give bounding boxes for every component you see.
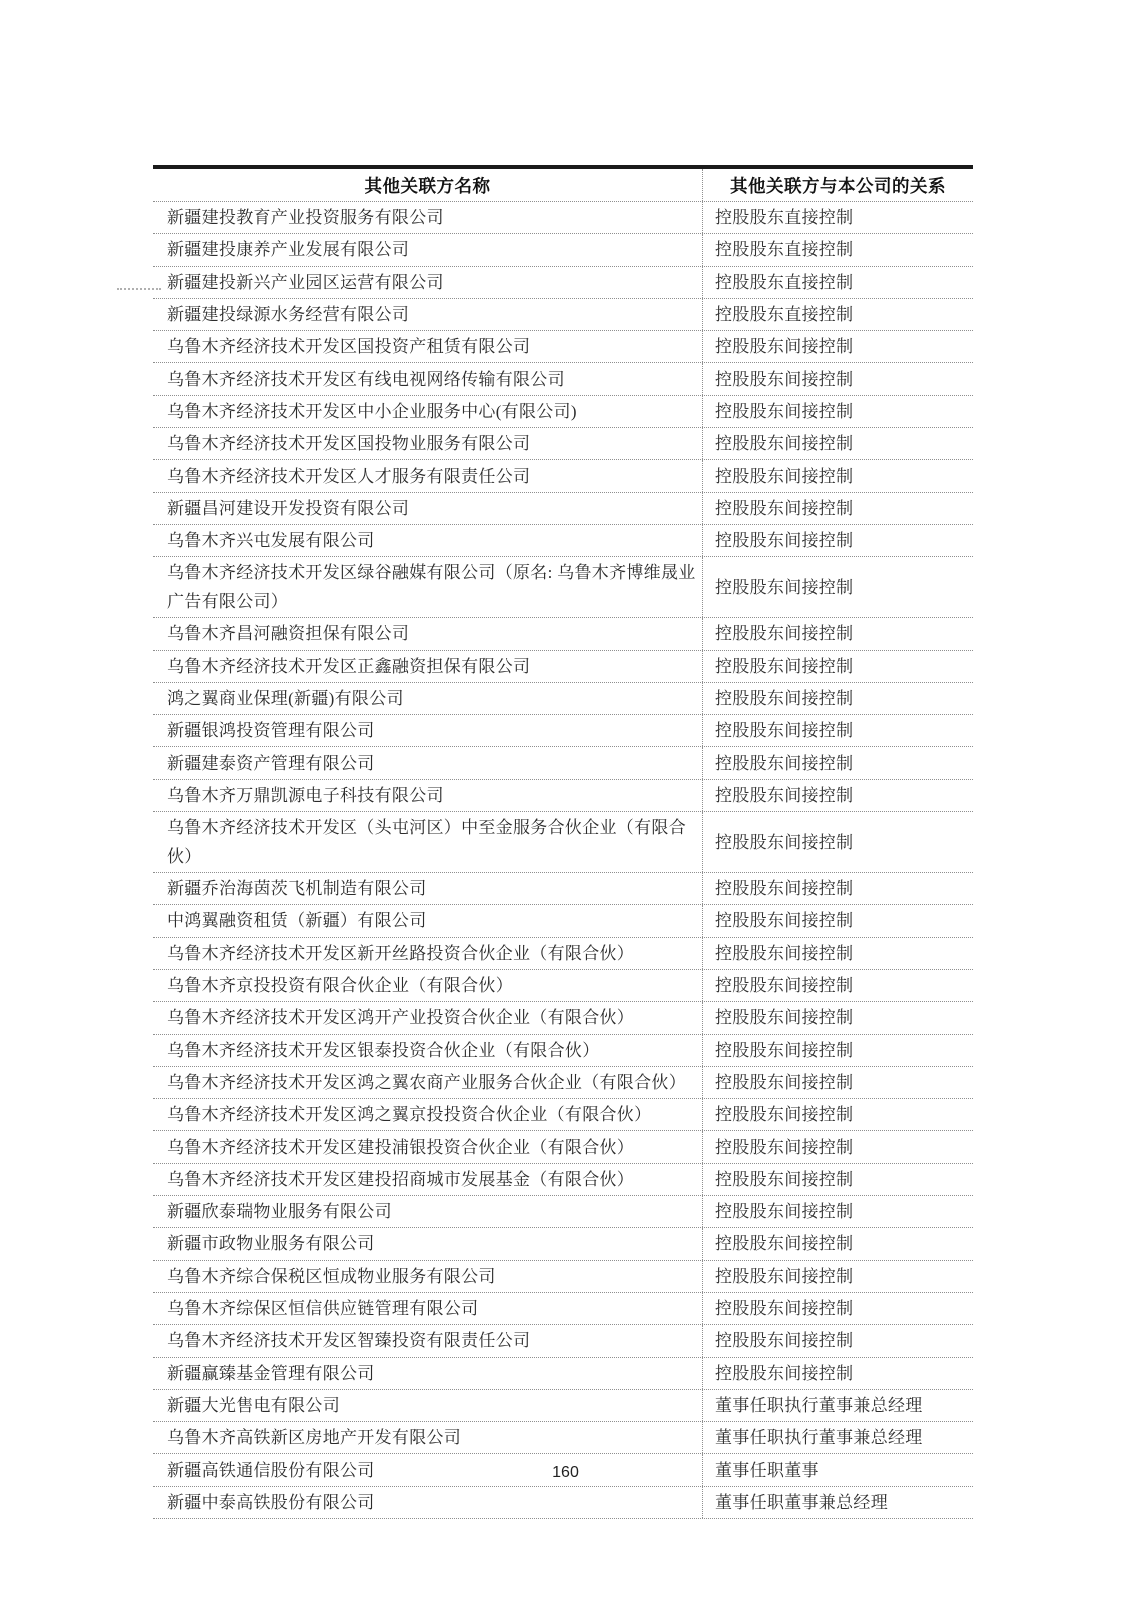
company-name-text: 新疆赢臻基金管理有限公司 <box>167 1363 375 1383</box>
cell-company-name <box>153 1099 703 1130</box>
table-row <box>153 1099 973 1131</box>
cell-relationship <box>703 1228 973 1259</box>
cell-company-name <box>153 812 703 872</box>
cell-company-name <box>153 1487 703 1518</box>
cell-relationship <box>703 493 973 524</box>
company-name-text: 乌鲁木齐经济技术开发区（头屯河区）中至金服务合伙企业（有限合伙） <box>167 818 686 867</box>
table-row <box>153 460 973 492</box>
cell-relationship <box>703 651 973 682</box>
company-name-text: 乌鲁木齐经济技术开发区有线电视网络传输有限公司 <box>167 369 565 389</box>
table-row <box>153 267 973 299</box>
cell-relationship <box>703 234 973 265</box>
cell-relationship <box>703 557 973 617</box>
relationship-text: 董事任职董事 <box>715 1460 819 1480</box>
cell-company-name <box>153 938 703 969</box>
relationship-text: 控股股东间接控制 <box>715 369 854 389</box>
cell-company-name <box>153 1196 703 1227</box>
relationship-text: 控股股东直接控制 <box>715 208 854 228</box>
company-name-text: 乌鲁木齐经济技术开发区鸿开产业投资合伙企业（有限合伙） <box>167 1008 635 1028</box>
cell-company-name <box>153 873 703 904</box>
cell-relationship <box>703 873 973 904</box>
company-name-text: 乌鲁木齐综保区恒信供应链管理有限公司 <box>167 1299 479 1319</box>
table-row <box>153 493 973 525</box>
cell-relationship <box>703 1325 973 1356</box>
relationship-text: 控股股东间接控制 <box>715 879 854 899</box>
table-row <box>153 651 973 683</box>
relationship-text: 控股股东间接控制 <box>715 721 854 741</box>
table-row <box>153 938 973 970</box>
relationship-text: 控股股东间接控制 <box>715 1072 854 1092</box>
table-row <box>153 715 973 747</box>
table-row <box>153 363 973 395</box>
cell-relationship <box>703 747 973 778</box>
cell-relationship <box>703 299 973 330</box>
table-row <box>153 1325 973 1357</box>
table-row <box>153 525 973 557</box>
table-row <box>153 1487 973 1519</box>
table-row <box>153 970 973 1002</box>
cell-relationship <box>703 780 973 811</box>
relationship-text: 控股股东间接控制 <box>715 1169 854 1189</box>
relationship-text: 董事任职执行董事兼总经理 <box>715 1428 923 1448</box>
cell-relationship <box>703 1099 973 1130</box>
cell-company-name <box>153 1325 703 1356</box>
company-name-text: 新疆中泰高铁股份有限公司 <box>167 1492 375 1512</box>
cell-relationship <box>703 460 973 491</box>
table-row <box>153 1422 973 1454</box>
table-row <box>153 396 973 428</box>
relationship-text: 控股股东间接控制 <box>715 1008 854 1028</box>
table-row <box>153 1196 973 1228</box>
table-row <box>153 299 973 331</box>
table-header-row <box>153 169 973 202</box>
table-row <box>153 1131 973 1163</box>
cell-relationship <box>703 1131 973 1162</box>
company-name-text: 乌鲁木齐经济技术开发区中小企业服务中心(有限公司) <box>167 401 577 421</box>
cell-company-name <box>153 1131 703 1162</box>
company-name-text: 乌鲁木齐高铁新区房地产开发有限公司 <box>167 1428 462 1448</box>
relationship-text: 控股股东间接控制 <box>715 337 854 357</box>
company-name-text: 新疆建投康养产业发展有限公司 <box>167 240 410 260</box>
table-row <box>153 747 973 779</box>
company-name-text: 新疆建投教育产业投资服务有限公司 <box>167 208 444 228</box>
cell-relationship <box>703 618 973 649</box>
cell-company-name <box>153 557 703 617</box>
table-row <box>153 1358 973 1390</box>
cell-relationship <box>703 1390 973 1421</box>
table-row <box>153 780 973 812</box>
header-relationship-with-company: 其他关联方与本公司的关系 <box>730 175 946 196</box>
cell-company-name <box>153 234 703 265</box>
relationship-text: 控股股东直接控制 <box>715 305 854 325</box>
cell-relationship <box>703 428 973 459</box>
company-name-text: 新疆建泰资产管理有限公司 <box>167 753 375 773</box>
table-row <box>153 618 973 650</box>
cell-relationship <box>703 267 973 298</box>
company-name-text: 新疆乔治海茵茨飞机制造有限公司 <box>167 879 427 899</box>
relationship-text: 控股股东间接控制 <box>715 689 854 708</box>
cell-company-name <box>153 363 703 394</box>
table-row <box>153 1164 973 1196</box>
cell-company-name <box>153 618 703 649</box>
cell-company-name <box>153 1035 703 1066</box>
cell-company-name <box>153 651 703 682</box>
company-name-text: 乌鲁木齐综合保税区恒成物业服务有限公司 <box>167 1266 496 1286</box>
table-row <box>153 683 973 715</box>
company-name-text: 乌鲁木齐经济技术开发区建投招商城市发展基金（有限合伙） <box>167 1169 635 1189</box>
cell-relationship <box>703 812 973 872</box>
relationship-text: 控股股东间接控制 <box>715 434 854 454</box>
relationship-text: 控股股东间接控制 <box>715 1363 854 1383</box>
cell-relationship <box>703 715 973 746</box>
related-party-table <box>153 165 973 1519</box>
table-row <box>153 202 973 234</box>
relationship-text: 控股股东直接控制 <box>715 240 854 260</box>
cell-company-name <box>153 267 703 298</box>
cell-company-name <box>153 299 703 330</box>
cell-company-name <box>153 428 703 459</box>
company-name-text: 乌鲁木齐经济技术开发区国投物业服务有限公司 <box>167 434 531 454</box>
cell-company-name <box>153 331 703 362</box>
cell-relationship <box>703 1067 973 1098</box>
cell-company-name <box>153 396 703 427</box>
cell-relationship <box>703 905 973 936</box>
relationship-text: 控股股东间接控制 <box>715 466 854 486</box>
table-row <box>153 1261 973 1293</box>
table-row <box>153 1228 973 1260</box>
company-name-text: 乌鲁木齐经济技术开发区绿谷融媒有限公司（原名: 乌鲁木齐博维晟业广告有限公司） <box>167 563 696 612</box>
cell-company-name <box>153 460 703 491</box>
cell-company-name <box>153 780 703 811</box>
company-name-text: 新疆高铁通信股份有限公司 <box>167 1460 375 1480</box>
cell-company-name <box>153 1358 703 1389</box>
cell-company-name <box>153 1293 703 1324</box>
table-row <box>153 1390 973 1422</box>
table-row <box>153 428 973 460</box>
cell-relationship <box>703 1164 973 1195</box>
company-name-text: 新疆欣泰瑞物业服务有限公司 <box>167 1202 392 1222</box>
relationship-text: 控股股东间接控制 <box>715 943 854 963</box>
company-name-text: 新疆大光售电有限公司 <box>167 1395 340 1415</box>
cell-relationship <box>703 202 973 233</box>
cell-company-name <box>153 1422 703 1453</box>
table-row <box>153 873 973 905</box>
cell-relationship <box>703 525 973 556</box>
cell-company-name <box>153 493 703 524</box>
cell-relationship <box>703 970 973 1001</box>
table-row <box>153 1067 973 1099</box>
table-row <box>153 905 973 937</box>
company-name-text: 乌鲁木齐经济技术开发区智臻投资有限责任公司 <box>167 1331 531 1351</box>
company-name-text: 新疆昌河建设开发投资有限公司 <box>167 498 410 518</box>
cell-company-name <box>153 905 703 936</box>
relationship-text: 控股股东直接控制 <box>715 272 854 292</box>
cell-company-name <box>153 715 703 746</box>
cell-relationship <box>703 331 973 362</box>
company-name-text: 鸿之翼商业保理(新疆)有限公司 <box>167 689 404 708</box>
cell-relationship <box>703 1487 973 1518</box>
relationship-text: 控股股东间接控制 <box>715 498 854 518</box>
relationship-text: 控股股东间接控制 <box>715 1234 854 1254</box>
relationship-text: 控股股东间接控制 <box>715 976 854 996</box>
company-name-text: 新疆银鸿投资管理有限公司 <box>167 721 375 741</box>
company-name-text: 新疆建投新兴产业园区运营有限公司 <box>167 272 444 292</box>
header-other-related-party-name: 其他关联方名称 <box>153 169 703 201</box>
table-row <box>153 331 973 363</box>
table-row <box>153 557 973 618</box>
cell-relationship <box>703 1196 973 1227</box>
company-name-text: 乌鲁木齐万鼎凯源电子科技有限公司 <box>167 785 444 805</box>
company-name-text: 乌鲁木齐经济技术开发区银泰投资合伙企业（有限合伙） <box>167 1040 600 1060</box>
company-name-text: 乌鲁木齐经济技术开发区鸿之翼京投投资合伙企业（有限合伙） <box>167 1105 652 1125</box>
relationship-text: 控股股东间接控制 <box>715 656 854 676</box>
relationship-text: 控股股东间接控制 <box>715 624 854 644</box>
cell-company-name <box>153 525 703 556</box>
page-number: 160 <box>552 1464 579 1481</box>
cell-company-name <box>153 1067 703 1098</box>
company-name-text: 新疆建投绿源水务经营有限公司 <box>167 305 410 325</box>
relationship-text: 控股股东间接控制 <box>715 911 854 931</box>
company-name-text: 乌鲁木齐经济技术开发区鸿之翼农商产业服务合伙企业（有限合伙） <box>167 1072 686 1092</box>
cell-company-name <box>153 683 703 714</box>
relationship-text: 控股股东间接控制 <box>715 401 854 421</box>
cell-relationship <box>703 1358 973 1389</box>
cell-company-name <box>153 1164 703 1195</box>
cell-relationship <box>703 1422 973 1453</box>
cell-company-name <box>153 202 703 233</box>
company-name-text: 乌鲁木齐经济技术开发区国投资产租赁有限公司 <box>167 337 531 357</box>
company-name-text: 乌鲁木齐京投投资有限合伙企业（有限合伙） <box>167 976 513 996</box>
cell-company-name <box>153 747 703 778</box>
relationship-text: 董事任职董事兼总经理 <box>715 1492 888 1512</box>
cell-relationship <box>703 1261 973 1292</box>
company-name-text: 乌鲁木齐昌河融资担保有限公司 <box>167 624 410 644</box>
cell-company-name <box>153 1002 703 1033</box>
relationship-text: 控股股东间接控制 <box>715 1105 854 1125</box>
cell-relationship <box>703 363 973 394</box>
table-row <box>153 234 973 266</box>
cell-relationship <box>703 683 973 714</box>
table-row <box>153 1035 973 1067</box>
company-name-text: 乌鲁木齐经济技术开发区建投浦银投资合伙企业（有限合伙） <box>167 1137 635 1157</box>
cell-company-name <box>153 970 703 1001</box>
relationship-text: 控股股东间接控制 <box>715 1266 854 1286</box>
relationship-text: 控股股东间接控制 <box>715 832 854 852</box>
relationship-text: 董事任职执行董事兼总经理 <box>715 1395 923 1415</box>
cell-company-name <box>153 1261 703 1292</box>
relationship-text: 控股股东间接控制 <box>715 1040 854 1060</box>
table-row <box>153 812 973 873</box>
relationship-text: 控股股东间接控制 <box>715 753 854 773</box>
cell-company-name <box>153 1228 703 1259</box>
relationship-text: 控股股东间接控制 <box>715 1202 854 1222</box>
cell-relationship <box>703 938 973 969</box>
company-name-text: 乌鲁木齐兴屯发展有限公司 <box>167 531 375 551</box>
table-body <box>153 202 973 1519</box>
relationship-text: 控股股东间接控制 <box>715 1331 854 1351</box>
relationship-text: 控股股东间接控制 <box>715 1299 854 1319</box>
table-row <box>153 1002 973 1034</box>
relationship-text: 控股股东间接控制 <box>715 577 854 597</box>
relationship-text: 控股股东间接控制 <box>715 785 854 805</box>
cell-relationship <box>703 1293 973 1324</box>
relationship-text: 控股股东间接控制 <box>715 1137 854 1157</box>
company-name-text: 乌鲁木齐经济技术开发区正鑫融资担保有限公司 <box>167 656 531 676</box>
cell-company-name <box>153 1390 703 1421</box>
company-name-text: 新疆市政物业服务有限公司 <box>167 1234 375 1254</box>
table-row <box>153 1293 973 1325</box>
cell-relationship <box>703 1002 973 1033</box>
cell-relationship <box>703 1035 973 1066</box>
cell-relationship <box>703 396 973 427</box>
company-name-text: 乌鲁木齐经济技术开发区新开丝路投资合伙企业（有限合伙） <box>167 943 635 963</box>
company-name-text: 中鸿翼融资租赁（新疆）有限公司 <box>167 911 427 931</box>
relationship-text: 控股股东间接控制 <box>715 531 854 551</box>
company-name-text: 乌鲁木齐经济技术开发区人才服务有限责任公司 <box>167 466 531 486</box>
